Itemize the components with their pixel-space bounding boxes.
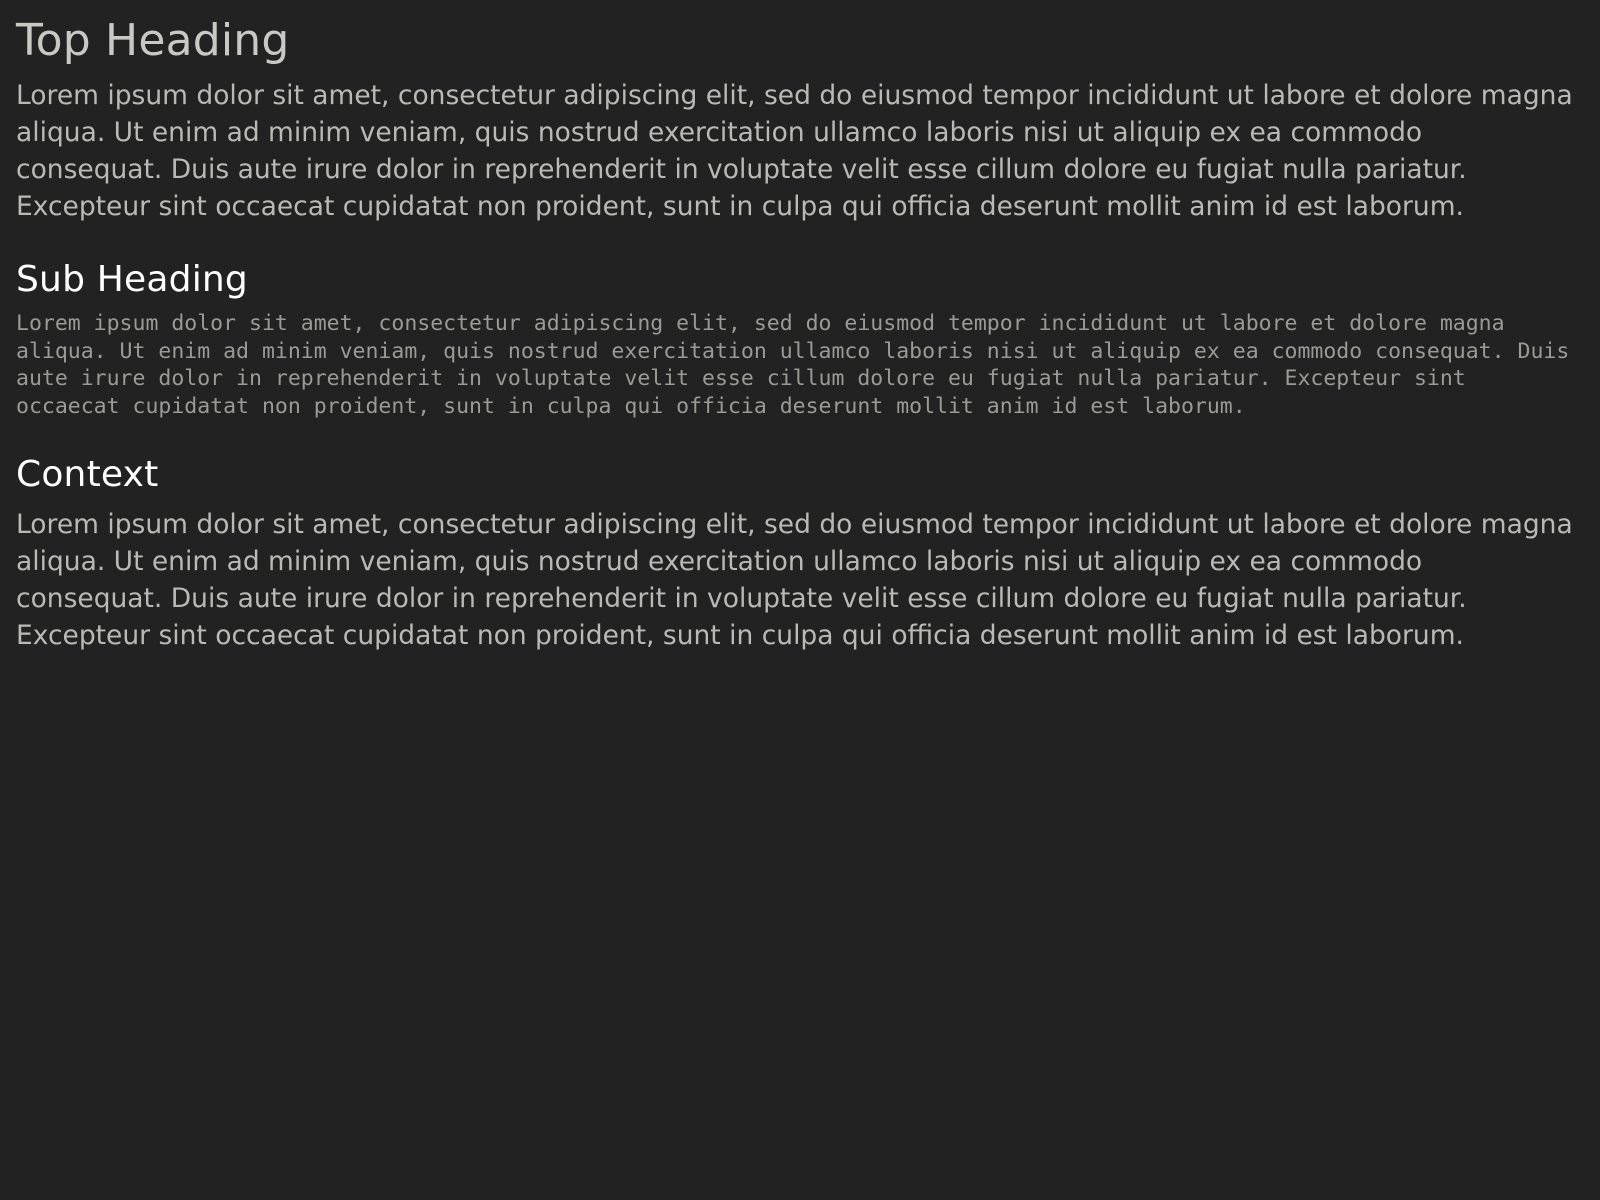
section-heading-context: Context	[16, 454, 159, 496]
page-title: Top Heading	[16, 15, 290, 66]
intro-paragraph: Lorem ipsum dolor sit amet, consectetur adipiscing elit, sed do eiusmod tempor incididunt ut labore et dolore magna aliqua. Ut enim ad minim veniam, quis nostrud exercitation ullamco laboris nisi ut aliquip ex ea commodo consequat. Duis aute irure dolor in reprehenderit in voluptate velit esse cillum dolore eu fugiat nulla pariatur. Excepteur sint occaecat cupidatat non proident, sunt in culpa qui officia deserunt mollit anim id est laborum.	[16, 79, 1573, 222]
sub-heading-paragraph: Lorem ipsum dolor sit amet, consectetur adipiscing elit, sed do eiusmod tempor incididunt ut labore et dolore magna aliqua. Ut enim ad minim veniam, quis nostrud exercitation ullamco laboris nisi ut aliquip ex ea commodo consequat. Duis aute irure dolor in reprehenderit in voluptate velit esse cillum dolore eu fugiat nulla pariatur. Excepteur sint occaecat cupidatat non proident, sunt in culpa qui officia deserunt mollit anim id est laborum.	[16, 311, 1570, 419]
context-paragraph: Lorem ipsum dolor sit amet, consectetur adipiscing elit, sed do eiusmod tempor incididunt ut labore et dolore magna aliqua. Ut enim ad minim veniam, quis nostrud exercitation ullamco laboris nisi ut aliquip ex ea commodo consequat. Duis aute irure dolor in reprehenderit in voluptate velit esse cillum dolore eu fugiat nulla pariatur. Excepteur sint occaecat cupidatat non proident, sunt in culpa qui officia deserunt mollit anim id est laborum.	[16, 508, 1573, 652]
section-heading-sub: Sub Heading	[16, 258, 248, 300]
